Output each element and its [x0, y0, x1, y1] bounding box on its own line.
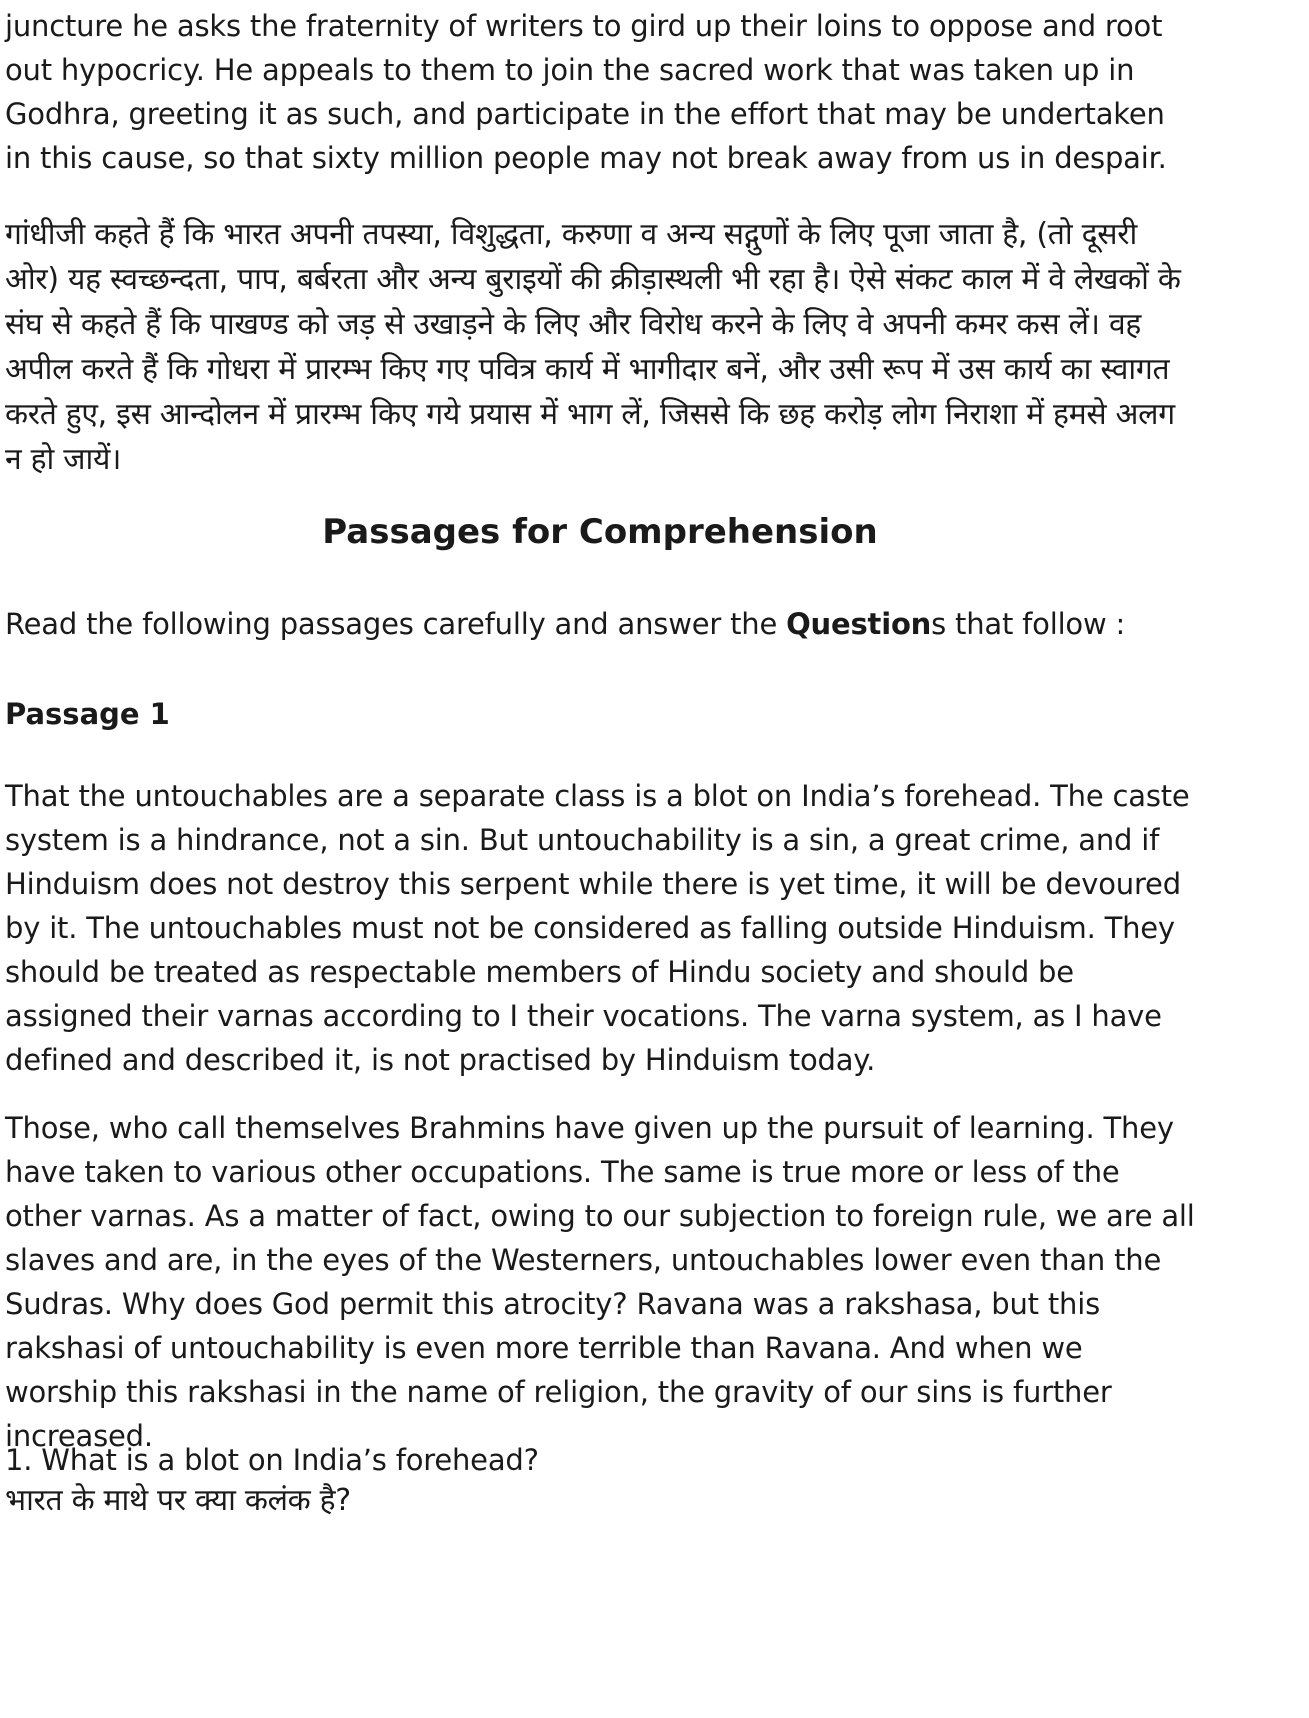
question-1-hindi: भारत के माथे पर क्या कलंक है?: [5, 1483, 351, 1518]
instruction-before: Read the following passages carefully and answer the: [5, 607, 787, 641]
question-1-english: 1. What is a blot on India’s forehead?: [5, 1443, 539, 1477]
paragraph-intro-english: juncture he asks the fraternity of writers to gird up their loins to oppose and root out hypocricy. He appeals to them to join the sacred work that was taken up in Godhra, greeting it as such, and participate in the effort that may be undertaken in this cause, so that sixty million people may not break away from us in despair.: [5, 9, 1167, 175]
paragraph-intro-hindi: गांधीजी कहते हैं कि भारत अपनी तपस्या, विशुद्धता, करुणा व अन्य सद्गुणों के लिए पूजा जाता है, (तो दूसरी ओर) यह स्वच्छन्दता, पाप, बर्बरता और अन्य बुराइयों की क्रीड़ास्थली भी रहा है। ऐसे संकट काल में वे लेखकों के संघ से कहते हैं कि पाखण्ड को जड़ से उखाड़ने के लिए और विरोध करने के लिए वे अपनी कमर कस लें। वह अपील करते हैं कि गोधरा में प्रारम्भ किए गए पवित्र कार्य में भागीदार बनें, और उसी रूप में उस कार्य का स्वागत करते हुए, इस आन्दोलन में प्रारम्भ किए गये प्रयास में भाग लें, जिससे कि छह करोड़ लोग निराशा में हमसे अलग न हो जायें।: [5, 217, 1181, 477]
passage-paragraph-2: Those, who call themselves Brahmins have given up the pursuit of learning. They have taken to various other occupations. The same is true more or less of the other varnas. As a matter of fact, owing to our subjection to foreign rule, we are all slaves and are, in the eyes of the Westerners, untouchables lower even than the Sudras. Why does God permit this atrocity? Ravana was a rakshasa, but this rakshasi of untouchability is even more terrible than Ravana. And when we worship this rakshasi in the name of religion, the gravity of our sins is further increased.: [5, 1111, 1195, 1453]
instruction-text: [5, 602, 1195, 646]
instruction-bold: Question: [786, 607, 932, 641]
instruction-after: s that follow :: [931, 607, 1126, 641]
passage-paragraph-1: That the untouchables are a separate class is a blot on India’s forehead. The caste system is a hindrance, not a sin. But untouchability is a sin, a great crime, and if Hinduism does not destroy this serpent while there is yet time, it will be devoured by it. The untouchables must not be considered as falling outside Hinduism. They should be treated as respectable members of Hindu society and should be assigned their varnas according to I their vocations. The varna system, as I have defined and described it, is not practised by Hinduism today.: [5, 779, 1190, 1077]
passage-title: Passage 1: [5, 697, 170, 731]
section-heading: Passages for Comprehension: [322, 512, 878, 552]
